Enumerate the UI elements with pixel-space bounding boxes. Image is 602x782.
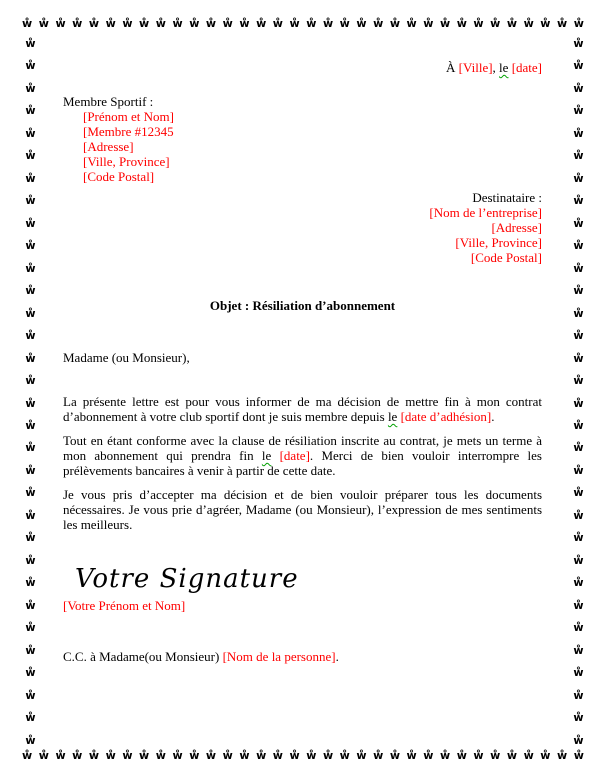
placeholder-text: [date]: [279, 448, 310, 463]
person-cheering-glyph-icon: ẘ: [88, 749, 100, 762]
letter-body: [63, 60, 542, 664]
person-cheering-glyph-icon: ẘ: [540, 17, 551, 30]
person-cheering-glyph-icon: ẘ: [25, 37, 36, 50]
person-cheering-glyph-icon: ẘ: [25, 531, 36, 545]
text-segment: À: [446, 60, 459, 75]
person-cheering-glyph-icon: ẘ: [573, 749, 584, 762]
signature-name-placeholder: [Votre Prénom et Nom]: [63, 598, 186, 613]
person-cheering-glyph-icon: ẘ: [25, 576, 36, 590]
person-cheering-glyph-icon: ẘ: [25, 508, 36, 522]
person-cheering-glyph-icon: ẘ: [172, 17, 183, 30]
person-cheering-glyph-icon: ẘ: [573, 531, 584, 545]
person-cheering-glyph-icon: ẘ: [389, 17, 400, 30]
person-cheering-glyph-icon: ẘ: [423, 749, 434, 762]
placeholder-text: [Ville]: [458, 60, 493, 75]
person-cheering-glyph-icon: ẘ: [573, 553, 584, 567]
person-cheering-glyph-icon: ẘ: [322, 17, 334, 30]
person-cheering-glyph-icon: ẘ: [573, 59, 584, 73]
person-cheering-glyph-icon: ẘ: [189, 17, 200, 30]
person-cheering-glyph-icon: ẘ: [25, 239, 36, 253]
recipient-street-placeholder: [Adresse]: [491, 220, 542, 235]
person-cheering-glyph-icon: ẘ: [38, 17, 49, 30]
person-cheering-glyph-icon: ẘ: [25, 688, 36, 702]
person-cheering-glyph-icon: ẘ: [25, 194, 36, 208]
person-cheering-glyph-icon: ẘ: [322, 749, 334, 762]
person-cheering-glyph-icon: ẘ: [289, 749, 300, 762]
person-cheering-glyph-icon: ẘ: [540, 749, 551, 762]
person-cheering-glyph-icon: ẘ: [25, 553, 36, 567]
sender-city-placeholder: [Ville, Province]: [83, 154, 170, 169]
person-cheering-glyph-icon: ẘ: [573, 418, 584, 432]
text-segment: .: [335, 649, 339, 664]
text-segment: Tout en étant conforme avec la clause de résiliation inscrite au contrat, je mets un terme à mon abonnement qui prendra fin: [63, 433, 542, 463]
person-cheering-glyph-icon: ẘ: [573, 194, 584, 208]
person-cheering-glyph-icon: ẘ: [573, 711, 584, 725]
person-cheering-glyph-icon: ẘ: [573, 621, 584, 635]
person-cheering-glyph-icon: ẘ: [25, 621, 36, 635]
person-cheering-glyph-icon: ẘ: [25, 733, 36, 747]
person-cheering-glyph-icon: ẘ: [25, 126, 36, 140]
person-cheering-glyph-icon: ẘ: [72, 749, 83, 762]
person-cheering-glyph-icon: ẘ: [25, 306, 36, 320]
text-segment: le: [387, 409, 398, 424]
person-cheering-glyph-icon: ẘ: [25, 261, 36, 275]
person-cheering-glyph-icon: ẘ: [306, 749, 317, 762]
person-cheering-glyph-icon: ẘ: [439, 749, 451, 762]
person-cheering-glyph-icon: ẘ: [289, 17, 300, 30]
subject-line: Objet : Résiliation d’abonnement: [209, 298, 396, 313]
person-cheering-glyph-icon: ẘ: [25, 643, 36, 657]
person-cheering-glyph-icon: ẘ: [25, 216, 36, 230]
person-cheering-glyph-icon: ẘ: [25, 59, 36, 73]
person-cheering-glyph-icon: ẘ: [373, 749, 384, 762]
person-cheering-glyph-icon: ẘ: [573, 17, 584, 30]
person-cheering-glyph-icon: ẘ: [373, 17, 384, 30]
person-cheering-glyph-icon: ẘ: [205, 749, 217, 762]
recipient-city-placeholder: [Ville, Province]: [455, 235, 542, 250]
paragraph-1: [63, 394, 542, 424]
text-segment: le: [261, 448, 272, 463]
person-cheering-glyph-icon: ẘ: [473, 749, 484, 762]
person-cheering-glyph-icon: ẘ: [239, 17, 250, 30]
person-cheering-glyph-icon: ẘ: [25, 284, 36, 298]
person-cheering-glyph-icon: ẘ: [22, 17, 33, 30]
person-cheering-glyph-icon: ẘ: [105, 17, 116, 30]
text-segment: .: [491, 409, 495, 424]
sender-member-number-placeholder: [Membre #12345: [83, 124, 174, 139]
person-cheering-glyph-icon: ẘ: [339, 17, 350, 30]
decorative-border-bottom: [22, 750, 584, 766]
person-cheering-glyph-icon: ẘ: [25, 104, 36, 118]
person-cheering-glyph-icon: ẘ: [406, 17, 417, 30]
person-cheering-glyph-icon: ẘ: [573, 351, 584, 365]
person-cheering-glyph-icon: ẘ: [25, 666, 36, 680]
person-cheering-glyph-icon: ẘ: [25, 463, 36, 477]
person-cheering-glyph-icon: ẘ: [25, 329, 36, 343]
person-cheering-glyph-icon: ẘ: [306, 17, 317, 30]
sender-name-placeholder: [Prénom et Nom]: [83, 109, 174, 124]
person-cheering-glyph-icon: ẘ: [272, 17, 283, 30]
person-cheering-glyph-icon: ẘ: [389, 749, 400, 762]
person-cheering-glyph-icon: ẘ: [573, 643, 584, 657]
person-cheering-glyph-icon: ẘ: [573, 171, 584, 185]
text-segment: le: [499, 60, 509, 75]
person-cheering-glyph-icon: ẘ: [573, 261, 584, 275]
person-cheering-glyph-icon: ẘ: [205, 17, 217, 30]
paragraph-3: [63, 487, 542, 532]
recipient-company-placeholder: [Nom de l’entreprise]: [429, 205, 542, 220]
person-cheering-glyph-icon: ẘ: [490, 17, 501, 30]
city-date-line: [63, 60, 542, 75]
person-cheering-glyph-icon: ẘ: [573, 329, 584, 343]
person-cheering-glyph-icon: ẘ: [25, 351, 36, 365]
person-cheering-glyph-icon: ẘ: [473, 17, 484, 30]
person-cheering-glyph-icon: ẘ: [573, 374, 584, 388]
person-cheering-glyph-icon: ẘ: [573, 508, 584, 522]
person-cheering-glyph-icon: ẘ: [55, 17, 66, 30]
person-cheering-glyph-icon: ẘ: [456, 749, 467, 762]
person-cheering-glyph-icon: ẘ: [22, 749, 33, 762]
person-cheering-glyph-icon: ẘ: [573, 396, 584, 410]
person-cheering-glyph-icon: ẘ: [256, 749, 267, 762]
person-cheering-glyph-icon: ẘ: [25, 171, 36, 185]
person-cheering-glyph-icon: ẘ: [573, 149, 584, 163]
person-cheering-glyph-icon: ẘ: [573, 598, 584, 612]
person-cheering-glyph-icon: ẘ: [88, 17, 100, 30]
person-cheering-glyph-icon: ẘ: [189, 749, 200, 762]
person-cheering-glyph-icon: ẘ: [139, 17, 150, 30]
person-cheering-glyph-icon: ẘ: [523, 749, 534, 762]
person-cheering-glyph-icon: ẘ: [72, 17, 83, 30]
decorative-border-top: [22, 18, 584, 34]
text-segment: Je vous pris d’accepter ma décision et de bien vouloir préparer tous les documents nécessaires. Je vous prie d’agréer, Madame (ou Monsieur), l’expression de mes sentiments les meilleurs.: [63, 487, 542, 532]
person-cheering-glyph-icon: ẘ: [573, 37, 584, 50]
person-cheering-glyph-icon: ẘ: [172, 749, 183, 762]
person-cheering-glyph-icon: ẘ: [155, 749, 166, 762]
person-cheering-glyph-icon: ẘ: [573, 104, 584, 118]
person-cheering-glyph-icon: ẘ: [557, 749, 568, 762]
person-cheering-glyph-icon: ẘ: [272, 749, 283, 762]
person-cheering-glyph-icon: ẘ: [523, 17, 534, 30]
paragraph-2: [63, 433, 542, 478]
person-cheering-glyph-icon: ẘ: [38, 749, 49, 762]
person-cheering-glyph-icon: ẘ: [557, 17, 568, 30]
person-cheering-glyph-icon: ẘ: [25, 149, 36, 163]
person-cheering-glyph-icon: ẘ: [122, 749, 133, 762]
placeholder-text: [date]: [511, 60, 542, 75]
person-cheering-glyph-icon: ẘ: [506, 17, 518, 30]
text-segment: C.C. à Madame(ou Monsieur): [63, 649, 223, 664]
person-cheering-glyph-icon: ẘ: [490, 749, 501, 762]
person-cheering-glyph-icon: ẘ: [25, 81, 36, 95]
person-cheering-glyph-icon: ẘ: [406, 749, 417, 762]
text-segment: . Merci de bien vouloir interrompre les prélèvements bancaires à venir à partir de cette date.: [63, 448, 542, 478]
person-cheering-glyph-icon: ẘ: [573, 284, 584, 298]
person-cheering-glyph-icon: ẘ: [105, 749, 116, 762]
person-cheering-glyph-icon: ẘ: [573, 306, 584, 320]
person-cheering-glyph-icon: ẘ: [356, 749, 367, 762]
person-cheering-glyph-icon: ẘ: [573, 463, 584, 477]
text-segment: ,: [492, 60, 500, 75]
person-cheering-glyph-icon: ẘ: [25, 396, 36, 410]
person-cheering-glyph-icon: ẘ: [573, 81, 584, 95]
text-segment: La présente lettre est pour vous informer de ma décision de mettre fin à mon contrat d’abonnement à votre club sportif dont je suis membre depuis: [63, 394, 542, 424]
person-cheering-glyph-icon: ẘ: [25, 418, 36, 432]
person-cheering-glyph-icon: ẘ: [256, 17, 267, 30]
person-cheering-glyph-icon: ẘ: [573, 216, 584, 230]
recipient-label: Destinataire :: [472, 190, 542, 205]
cc-line: [63, 649, 542, 664]
person-cheering-glyph-icon: ẘ: [456, 17, 467, 30]
person-cheering-glyph-icon: ẘ: [239, 749, 250, 762]
person-cheering-glyph-icon: ẘ: [25, 486, 36, 500]
sender-street-placeholder: [Adresse]: [83, 139, 134, 154]
person-cheering-glyph-icon: ẘ: [573, 486, 584, 500]
person-cheering-glyph-icon: ẘ: [139, 749, 150, 762]
salutation: Madame (ou Monsieur),: [63, 350, 190, 365]
person-cheering-glyph-icon: ẘ: [222, 17, 233, 30]
recipient-address-block: [63, 190, 542, 265]
person-cheering-glyph-icon: ẘ: [155, 17, 166, 30]
text-segment: [271, 448, 279, 463]
person-cheering-glyph-icon: ẘ: [573, 126, 584, 140]
person-cheering-glyph-icon: ẘ: [339, 749, 350, 762]
person-cheering-glyph-icon: ẘ: [122, 17, 133, 30]
person-cheering-glyph-icon: ẘ: [439, 17, 451, 30]
decorative-border-left: [23, 38, 38, 746]
person-cheering-glyph-icon: ẘ: [25, 374, 36, 388]
person-cheering-glyph-icon: ẘ: [506, 749, 518, 762]
placeholder-text: [date d’adhésion]: [400, 409, 492, 424]
person-cheering-glyph-icon: ẘ: [356, 17, 367, 30]
person-cheering-glyph-icon: ẘ: [573, 666, 584, 680]
sender-postal-code-placeholder: [Code Postal]: [83, 169, 155, 184]
person-cheering-glyph-icon: ẘ: [25, 441, 36, 455]
person-cheering-glyph-icon: ẘ: [55, 749, 66, 762]
person-cheering-glyph-icon: ẘ: [573, 733, 584, 747]
person-cheering-glyph-icon: ẘ: [25, 598, 36, 612]
person-cheering-glyph-icon: ẘ: [573, 688, 584, 702]
recipient-postal-code-placeholder: [Code Postal]: [470, 250, 542, 265]
decorative-border-right: [571, 38, 586, 746]
placeholder-text: [Nom de la personne]: [222, 649, 336, 664]
person-cheering-glyph-icon: ẘ: [573, 239, 584, 253]
person-cheering-glyph-icon: ẘ: [573, 441, 584, 455]
person-cheering-glyph-icon: ẘ: [222, 749, 233, 762]
person-cheering-glyph-icon: ẘ: [423, 17, 434, 30]
person-cheering-glyph-icon: ẘ: [25, 711, 36, 725]
sender-label: Membre Sportif :: [63, 94, 154, 109]
person-cheering-glyph-icon: ẘ: [573, 576, 584, 590]
sender-address-block: [63, 94, 542, 184]
signature-script: Votre Signature: [75, 564, 299, 594]
